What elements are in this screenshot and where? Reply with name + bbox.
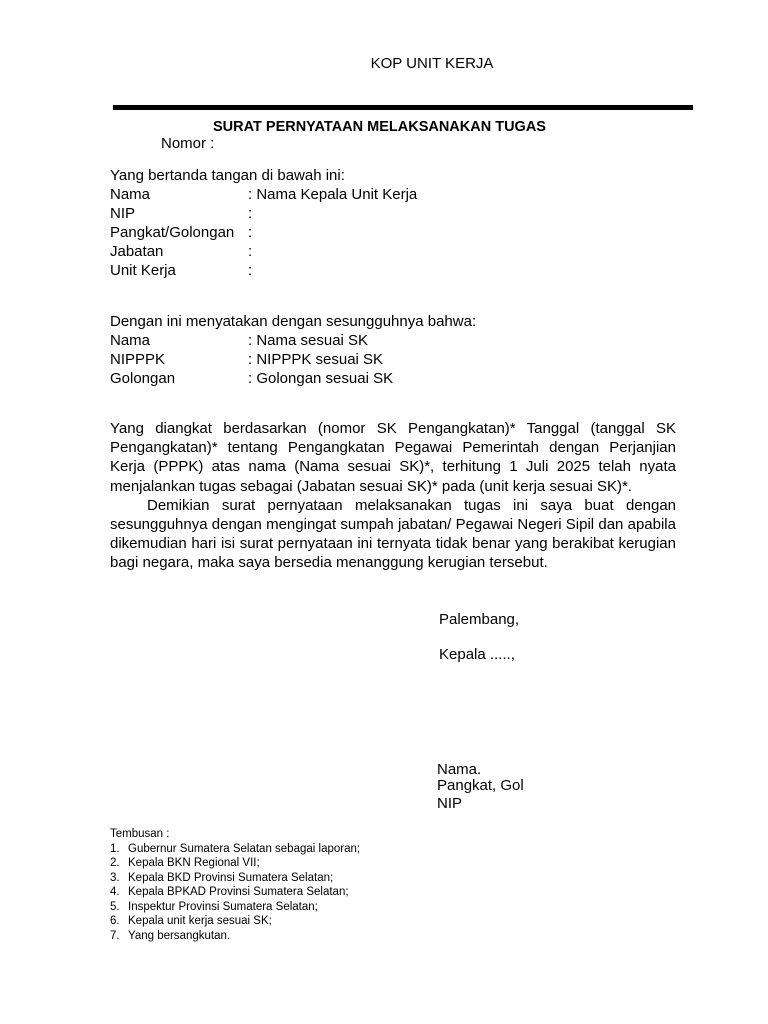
copies-heading: Tembusan : (110, 828, 170, 840)
field-label: Pangkat/Golongan (110, 224, 235, 241)
document-number: Nomor : (161, 135, 215, 152)
statement-intro: Dengan ini menyatakan dengan sesungguhnya bahwa: (110, 313, 477, 330)
document-title: SURAT PERNYATAAN MELAKSANAKAN TUGAS (213, 119, 546, 135)
field-value: : NIPPPK sesuai SK (248, 351, 384, 368)
field-label: NIP (110, 205, 136, 222)
field-value: : Nama Kepala Unit Kerja (248, 186, 418, 203)
signer-row-pangkat (110, 223, 252, 242)
field-label: Nama (110, 332, 151, 349)
field-label: Golongan (110, 370, 176, 387)
list-item: 6. Kepala unit kerja sesuai SK; (110, 915, 272, 927)
signature-place: Palembang, (439, 611, 520, 628)
body-text (110, 419, 676, 573)
signature-rank: Pangkat, Gol (437, 777, 524, 794)
field-value: : (248, 262, 253, 279)
list-item: 4. Kepala BPKAD Provinsi Sumatera Selatan; (110, 886, 349, 898)
copies-list (110, 827, 360, 943)
list-item: 1. Gubernur Sumatera Selatan sebagai laporan; (110, 842, 361, 855)
signature-position: Kepala ....., (439, 646, 515, 663)
signer-intro: Yang bertanda tangan di bawah ini: (110, 167, 345, 184)
field-label: Unit Kerja (110, 262, 176, 279)
field-label: Nama (110, 186, 151, 203)
subject-row-nipppk (110, 350, 383, 369)
field-label: NIPPPK (110, 351, 166, 368)
field-value: : Nama sesuai SK (248, 332, 369, 349)
field-value: : (248, 205, 253, 222)
field-value: : Golongan sesuai SK (248, 370, 394, 387)
signature-nip: NIP (437, 795, 463, 812)
paragraph-closing: Demikian surat pernyataan melaksanakan tugas ini saya buat dengan sesungguhnya dengan mengingat sumpah jabatan/ Pegawai Negeri Sipil dan apabila dikemudian hari isi surat pernyataan ini ternyata tidak benar yang berakibat kerugian bagi negara, maka saya bersedia menanggung kerugian tersebut. (110, 496, 676, 572)
subject-row-golongan (110, 369, 393, 388)
field-label: Jabatan (110, 243, 164, 260)
field-value: : (248, 243, 253, 260)
signer-row-nama (110, 185, 417, 204)
subject-row-nama (110, 331, 368, 350)
list-item: 5. Inspektur Provinsi Sumatera Selatan; (110, 900, 318, 913)
list-item: 2. Kepala BKN Regional VII; (110, 857, 260, 869)
signer-row-unit-kerja (110, 261, 252, 280)
letterhead-rule (113, 105, 693, 110)
list-item: 3. Kepala BKD Provinsi Sumatera Selatan; (110, 871, 334, 884)
signature-name: Nama. (437, 761, 482, 778)
signer-row-nip (110, 204, 252, 223)
signer-row-jabatan (110, 242, 252, 261)
list-item: 7. Yang bersangkutan. (110, 929, 231, 942)
paragraph-appointment: Yang diangkat berdasarkan (nomor SK Pengangkatan)* Tanggal (tanggal SK Pengangkatan)* tentang Pengangkatan Pegawai Pemerintah dengan Perjanjian Kerja (PPPK) atas nama (Nama sesuai SK)*, terhitung 1 Juli 2025 telah nyata menjalankan tugas sebagai (Jabatan sesuai SK)* pada (unit kerja sesuai SK)*. (110, 420, 676, 495)
field-value: : (248, 224, 253, 241)
letterhead-title: KOP UNIT KERJA (370, 55, 494, 72)
